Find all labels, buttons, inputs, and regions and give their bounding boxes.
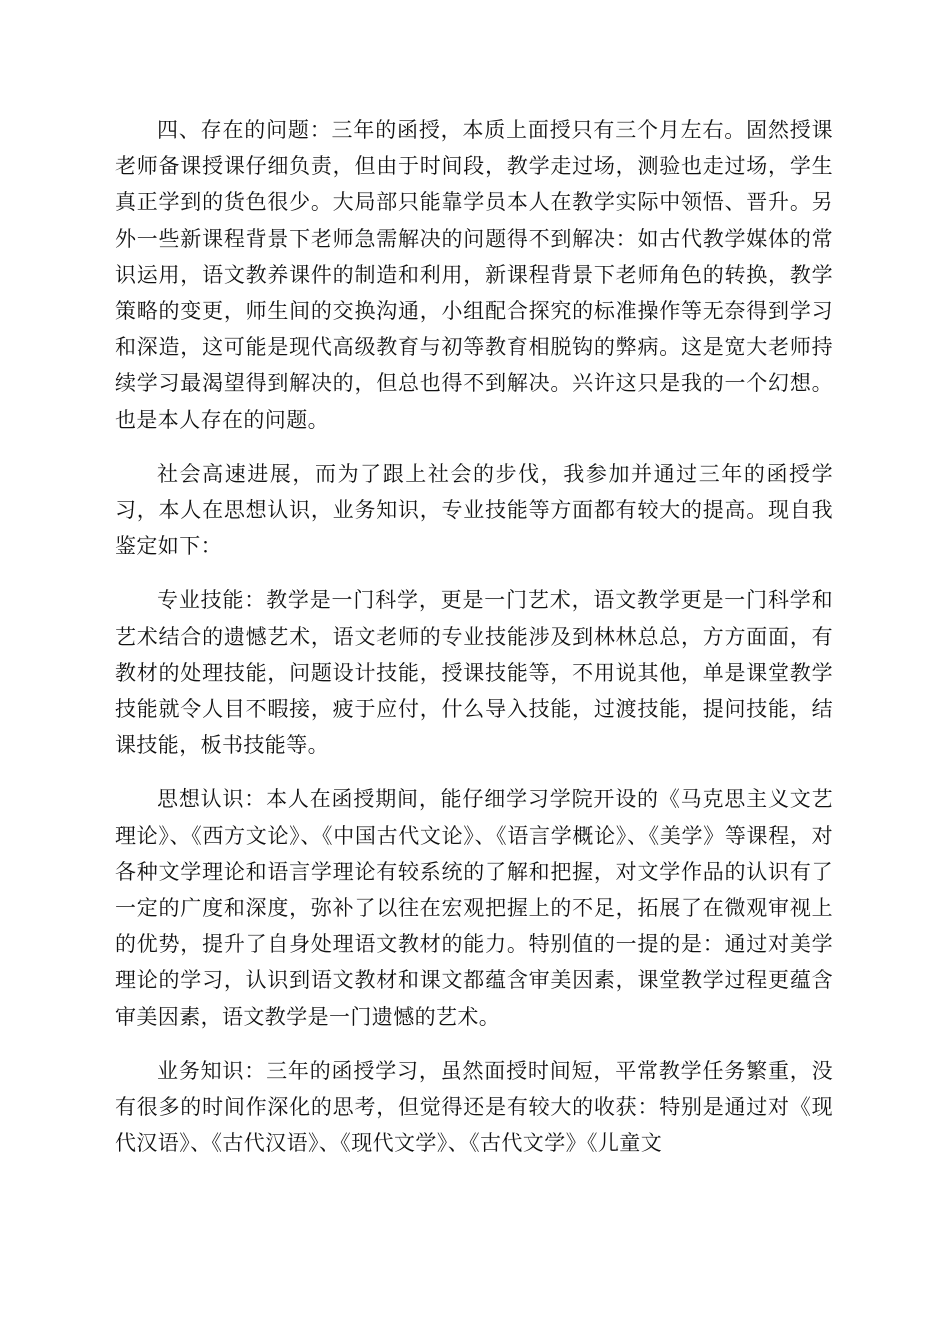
paragraph-professional-skills: 专业技能：教学是一门科学，更是一门艺术，语文教学更是一门科学和艺术结合的遗憾艺术，语文老师的专业技能涉及到林林总总，方方面面，有教材的处理技能，问题设计技能，授课技能等，不用说其他，单是课堂教学技能就令人目不暇接，疲于应付，什么导入技能，过渡技能，提问技能，结课技能，板书技能等。 (115, 588, 833, 758)
document-body (115, 112, 833, 1179)
paragraph-self-assessment-intro: 社会高速进展，而为了跟上社会的步伐，我参加并通过三年的函授学习，本人在思想认识，业务知识，专业技能等方面都有较大的提高。现自我鉴定如下： (115, 461, 833, 559)
paragraph-business-knowledge: 业务知识：三年的函授学习，虽然面授时间短，平常教学任务繁重，没有很多的时间作深化的思考，但觉得还是有较大的收获：特别是通过对《现代汉语》、《古代汉语》、《现代文学》、《古代文学》《儿童文 (115, 1058, 833, 1156)
paragraph-ideological-understanding: 思想认识：本人在函授期间，能仔细学习学院开设的《马克思主义文艺理论》、《西方文论》、《中国古代文论》、《语言学概论》、《美学》等课程，对各种文学理论和语言学理论有较系统的了解和把握，对文学作品的认识有了一定的广度和深度，弥补了以往在宏观把握上的不足，拓展了在微观审视上的优势，提升了自身处理语文教材的能力。特别值的一提的是：通过对美学理论的学习，认识到语文教材和课文都蕴含审美因素，课堂教学过程更蕴含审美因素，语文教学是一门遗憾的艺术。 (115, 787, 833, 1029)
paragraph-existing-problems: 四、存在的问题：三年的函授，本质上面授只有三个月左右。固然授课老师备课授课仔细负责，但由于时间段，教学走过场，测验也走过场，学生真正学到的货色很少。大局部只能靠学员本人在教学实际中领悟、晋升。另外一些新课程背景下老师急需解决的问题得不到解决：如古代教学媒体的常识运用，语文教养课件的制造和利用，新课程背景下老师角色的转换，教学策略的变更，师生间的交换沟通，小组配合探究的标准操作等无奈得到学习和深造，这可能是现代高级教育与初等教育相脱钩的弊病。这是宽大老师持续学习最渴望得到解决的，但总也得不到解决。兴许这只是我的一个幻想。也是本人存在的问题。 (115, 118, 833, 432)
